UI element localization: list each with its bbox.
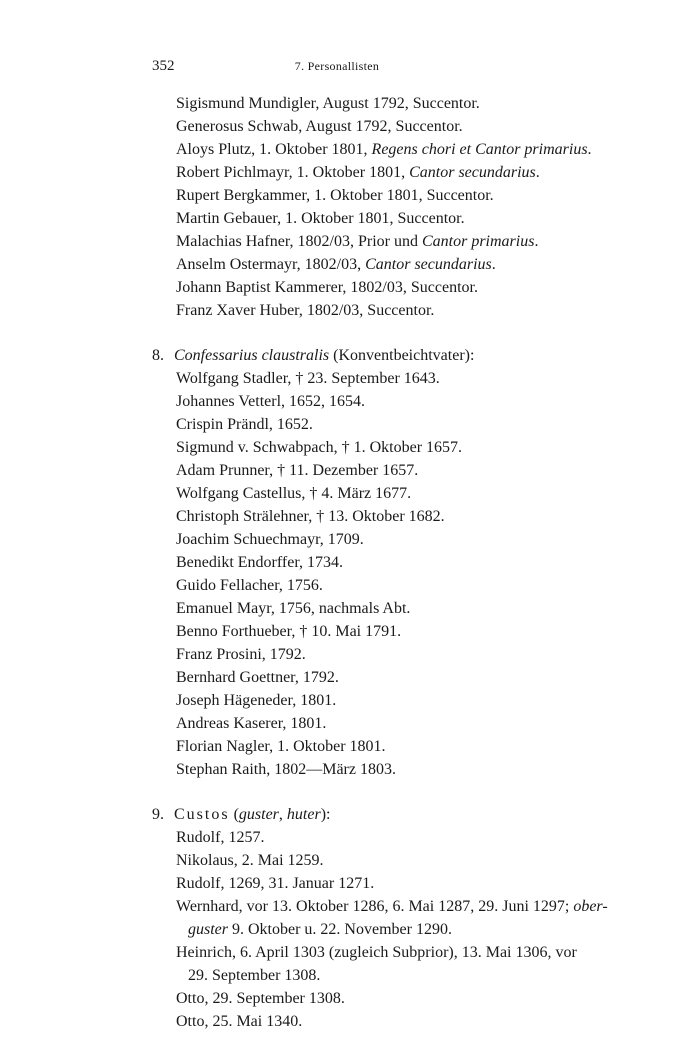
list-item: Emanuel Mayr, 1756, nachmals Abt. [176, 600, 411, 617]
list-item: Rudolf, 1269, 31. Januar 1271. [176, 875, 375, 892]
list-item: Heinrich, 6. April 1303 (zugleich Subprior), 13. Mai 1306, vor [176, 944, 577, 961]
page-body [152, 92, 672, 1033]
list-item: Rupert Bergkammer, 1. Oktober 1801, Succentor. [176, 187, 494, 204]
page-number: 352 [152, 58, 175, 74]
running-head: 7. Personallisten [294, 59, 380, 73]
list-item: Guido Fellacher, 1756. [176, 577, 323, 594]
list-item: Joachim Schuechmayr, 1709. [176, 531, 364, 548]
section-gap [152, 781, 672, 803]
list-item-continuation: 29. September 1308. [188, 967, 321, 984]
section-8-heading: 8. Confessarius claustralis (Konventbeichtvater): [152, 347, 475, 364]
section-9-heading: 9. Custos (guster, huter): [152, 806, 331, 823]
section-9-list [152, 826, 672, 1033]
section-gap [152, 322, 672, 344]
list-item: Generosus Schwab, August 1792, Succentor. [176, 118, 463, 135]
list-item: Malachias Hafner, 1802/03, Prior und Cantor primarius. [176, 233, 539, 250]
list-item: Otto, 29. September 1308. [176, 990, 345, 1007]
list-item-continuation: guster 9. Oktober u. 22. November 1290. [188, 921, 452, 938]
list-item: Rudolf, 1257. [176, 829, 265, 846]
list-item: Andreas Kaserer, 1801. [176, 715, 327, 732]
list-item: Benno Forthueber, † 10. Mai 1791. [176, 623, 402, 640]
list-item: Wernhard, vor 13. Oktober 1286, 6. Mai 1287, 29. Juni 1297; ober- [176, 898, 608, 915]
list-item: Wolfgang Stadler, † 23. September 1643. [176, 370, 440, 387]
page-header [152, 58, 522, 78]
list-item: Robert Pichlmayr, 1. Oktober 1801, Cantor secundarius. [176, 164, 540, 181]
list-item: Anselm Ostermayr, 1802/03, Cantor secundarius. [176, 256, 496, 273]
section-8-list [152, 367, 672, 781]
list-item: Florian Nagler, 1. Oktober 1801. [176, 738, 386, 755]
list-item: Sigismund Mundigler, August 1792, Succentor. [176, 95, 480, 112]
list-item: Aloys Plutz, 1. Oktober 1801, Regens chori et Cantor primarius. [176, 141, 592, 158]
list-item: Sigmund v. Schwabpach, † 1. Oktober 1657. [176, 439, 463, 456]
list-item: Benedikt Endorffer, 1734. [176, 554, 344, 571]
list-item: Christoph Strälehner, † 13. Oktober 1682. [176, 508, 445, 525]
list-item: Adam Prunner, † 11. Dezember 1657. [176, 462, 419, 479]
list-item: Franz Prosini, 1792. [176, 646, 306, 663]
list-item: Wolfgang Castellus, † 4. März 1677. [176, 485, 412, 502]
list-item: Stephan Raith, 1802—März 1803. [176, 761, 396, 778]
list-item: Joseph Hägeneder, 1801. [176, 692, 337, 709]
section-7-list [152, 92, 672, 322]
list-item: Crispin Prändl, 1652. [176, 416, 313, 433]
list-item: Johannes Vetterl, 1652, 1654. [176, 393, 366, 410]
list-item: Nikolaus, 2. Mai 1259. [176, 852, 324, 869]
list-item: Franz Xaver Huber, 1802/03, Succentor. [176, 302, 435, 319]
list-item: Martin Gebauer, 1. Oktober 1801, Succentor. [176, 210, 465, 227]
list-item: Johann Baptist Kammerer, 1802/03, Succentor. [176, 279, 478, 296]
list-item: Otto, 25. Mai 1340. [176, 1013, 303, 1030]
list-item: Bernhard Goettner, 1792. [176, 669, 339, 686]
